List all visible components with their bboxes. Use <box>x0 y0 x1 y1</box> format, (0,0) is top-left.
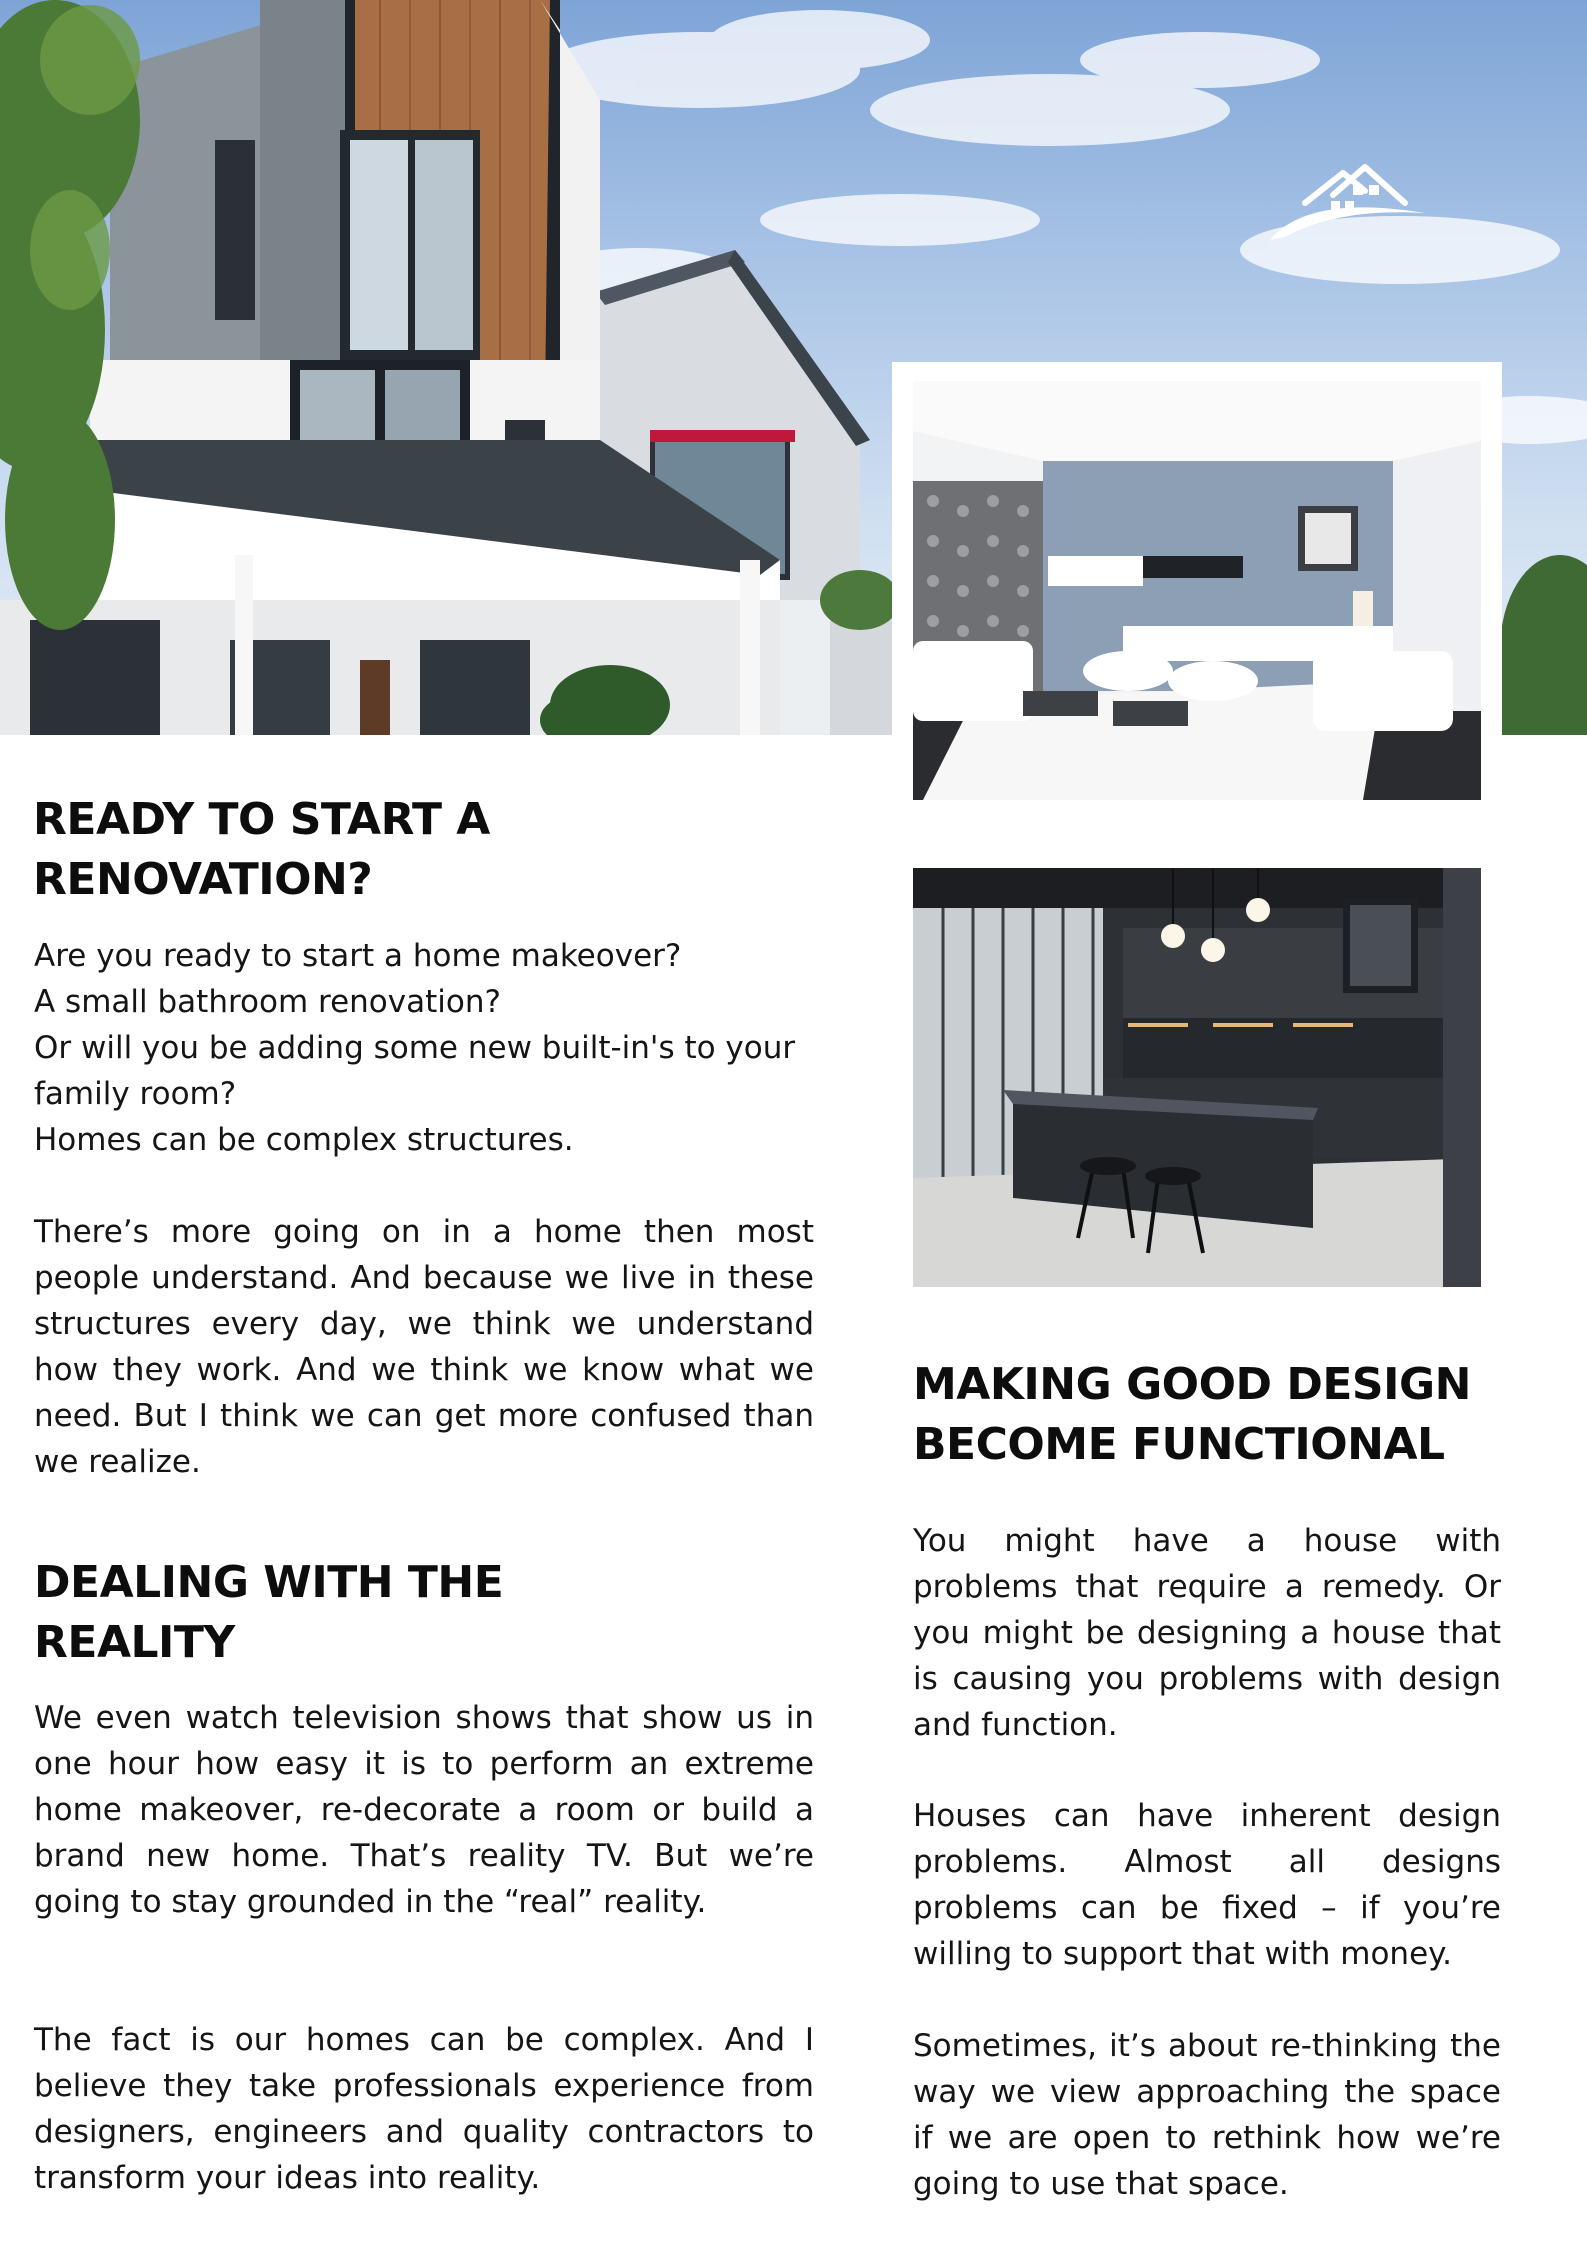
reality-paragraph-2: The fact is our homes can be complex. And I believe they take professionals experience from designers, engineers and quality contractors to transform your ideas into reality. <box>34 2022 814 2196</box>
reality-paragraph-1: We even watch television shows that show us in one hour how easy it is to perform an extreme home makeover, re-decorate a room or build a brand new home. That’s reality TV. But we’re going to stay grounded in the “real” reality. <box>34 1700 814 1920</box>
design-paragraph-3: Sometimes, it’s about re-thinking the way we view approaching the space if we are open to rethink how we’re going to use that space. <box>913 2028 1501 2202</box>
renovation-paragraph-2: There’s more going on in a home then most people understand. And because we live in these structures every day, we think we understand how they work. And we think we know what we need. But I think we can get more confused than we realize. <box>34 1214 814 1480</box>
house-roofs-swoosh-logo-icon <box>1265 155 1430 245</box>
renovation-paragraph-1: Are you ready to start a home makeover? A small bathroom renovation? Or will you be adding some new built-in's to your family room? Homes can be complex structures. <box>34 938 796 1158</box>
living-room-photo <box>913 381 1481 800</box>
design-heading: MAKING GOOD DESIGN BECOME FUNCTIONAL <box>913 1359 1471 1470</box>
reality-heading: DEALING WITH THE REALITY <box>34 1557 504 1668</box>
design-paragraph-1: You might have a house with problems that require a remedy. Or you might be designing a house that is causing you problems with design and function. <box>913 1523 1501 1743</box>
kitchen-photo <box>913 868 1481 1287</box>
renovation-heading: READY TO START A RENOVATION? <box>33 794 490 905</box>
design-paragraph-2: Houses can have inherent design problems. Almost all designs problems can be fixed – if you’re willing to support that with money. <box>913 1798 1501 1972</box>
